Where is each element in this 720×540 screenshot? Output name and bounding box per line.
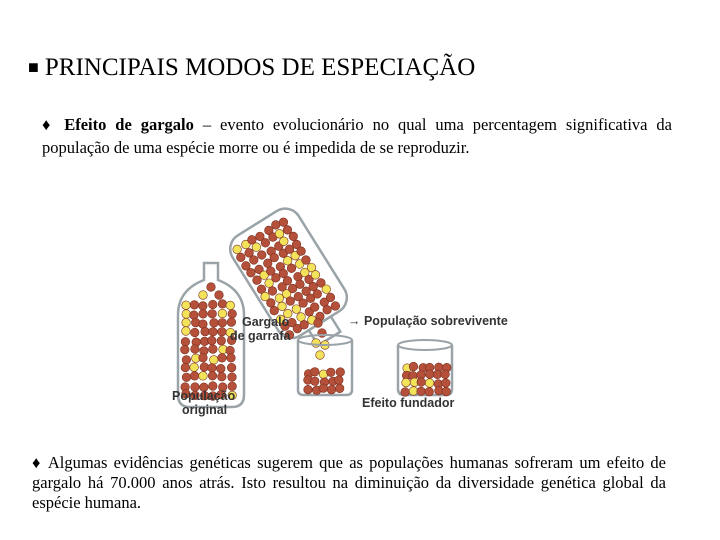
light-bead xyxy=(182,327,191,336)
bottleneck-illustration xyxy=(170,195,570,425)
light-bead xyxy=(182,301,191,310)
light-bead xyxy=(182,318,191,327)
bottleneck-diagram xyxy=(170,195,570,425)
bead xyxy=(182,373,191,382)
definition-text: – evento evolucionário no qual uma percentagem significativa da população de uma espécie morre ou é impedida de se reproduzir. xyxy=(42,115,672,157)
bead xyxy=(227,354,236,363)
bead xyxy=(208,372,217,381)
bead xyxy=(191,345,200,354)
bead xyxy=(425,370,434,379)
survivor-glass xyxy=(298,335,352,395)
light-bead xyxy=(182,310,191,319)
light-bead xyxy=(226,301,235,310)
label-original-1: População xyxy=(172,389,236,403)
light-bead xyxy=(218,309,227,318)
light-bead xyxy=(425,379,434,388)
bead xyxy=(218,354,227,363)
evidence-text: Algumas evidências genéticas sugerem que as populações humanas sofreram um efeito de gargalo há 70.000 anos atrás. Isto resultou na diminuição da diversidade genética global da espécie humana. xyxy=(32,453,667,512)
bead xyxy=(217,364,226,373)
label-surviving-population: → População sobrevivente xyxy=(348,314,508,328)
bead xyxy=(181,363,190,372)
bead xyxy=(409,362,418,371)
bead xyxy=(209,345,218,354)
light-bead xyxy=(402,378,411,387)
label-original-2: original xyxy=(182,403,228,417)
bead xyxy=(218,328,227,337)
bead xyxy=(228,310,237,319)
bead xyxy=(182,356,191,365)
light-bead xyxy=(312,339,321,348)
bead xyxy=(433,370,442,379)
bead xyxy=(200,363,209,372)
light-bead xyxy=(199,372,208,381)
bead xyxy=(208,310,217,319)
bead xyxy=(311,368,320,377)
bead xyxy=(425,387,434,396)
diamond-bullet-icon: ♦ xyxy=(32,453,43,472)
label-bottleneck-1: Gargalo xyxy=(242,315,290,329)
term-bottleneck: Efeito de gargalo xyxy=(64,115,194,134)
bead xyxy=(228,373,237,382)
square-bullet-icon: ■ xyxy=(28,57,39,77)
light-bead xyxy=(199,291,208,300)
bead xyxy=(208,364,217,373)
label-bottleneck-2: de garrafa xyxy=(230,329,291,343)
bead xyxy=(199,310,208,319)
light-bead xyxy=(210,356,219,365)
bead xyxy=(209,300,218,309)
bead xyxy=(442,387,451,396)
bead xyxy=(319,384,328,393)
founder-glass xyxy=(398,340,452,396)
bottleneck-definition xyxy=(42,113,672,159)
diamond-bullet-icon: ♦ xyxy=(42,115,56,134)
bead xyxy=(181,337,190,346)
light-bead xyxy=(409,387,418,396)
bead xyxy=(209,328,218,337)
bead xyxy=(217,336,226,345)
bead xyxy=(314,319,323,328)
bead xyxy=(207,283,216,292)
bead xyxy=(191,328,200,337)
bead xyxy=(335,384,344,393)
bead xyxy=(208,336,217,345)
bead xyxy=(417,387,426,396)
bead xyxy=(199,302,208,311)
light-bead xyxy=(190,363,199,372)
bead xyxy=(190,372,199,381)
bead xyxy=(327,385,336,394)
bead xyxy=(227,363,236,372)
bead xyxy=(210,319,219,328)
bead xyxy=(401,388,410,397)
bead xyxy=(215,291,224,300)
bead xyxy=(327,368,336,377)
label-founder-effect: Efeito fundador xyxy=(362,396,455,410)
bead xyxy=(417,378,426,387)
bead xyxy=(181,345,190,354)
bead xyxy=(335,376,344,385)
bead xyxy=(227,318,236,327)
bead xyxy=(199,354,208,363)
bead xyxy=(190,301,199,310)
page-title xyxy=(28,54,475,82)
bead xyxy=(336,368,345,377)
bead xyxy=(311,377,320,386)
bead xyxy=(218,319,227,328)
bead xyxy=(190,311,199,320)
bead xyxy=(218,372,227,381)
bead xyxy=(442,379,451,388)
bead xyxy=(218,300,227,309)
bead xyxy=(304,385,313,394)
human-evidence-paragraph xyxy=(32,453,666,513)
bead xyxy=(441,370,450,379)
light-bead xyxy=(316,351,325,360)
page-title-text: PRINCIPAIS MODOS DE ESPECIAÇÃO xyxy=(44,54,476,81)
bead xyxy=(201,327,210,336)
